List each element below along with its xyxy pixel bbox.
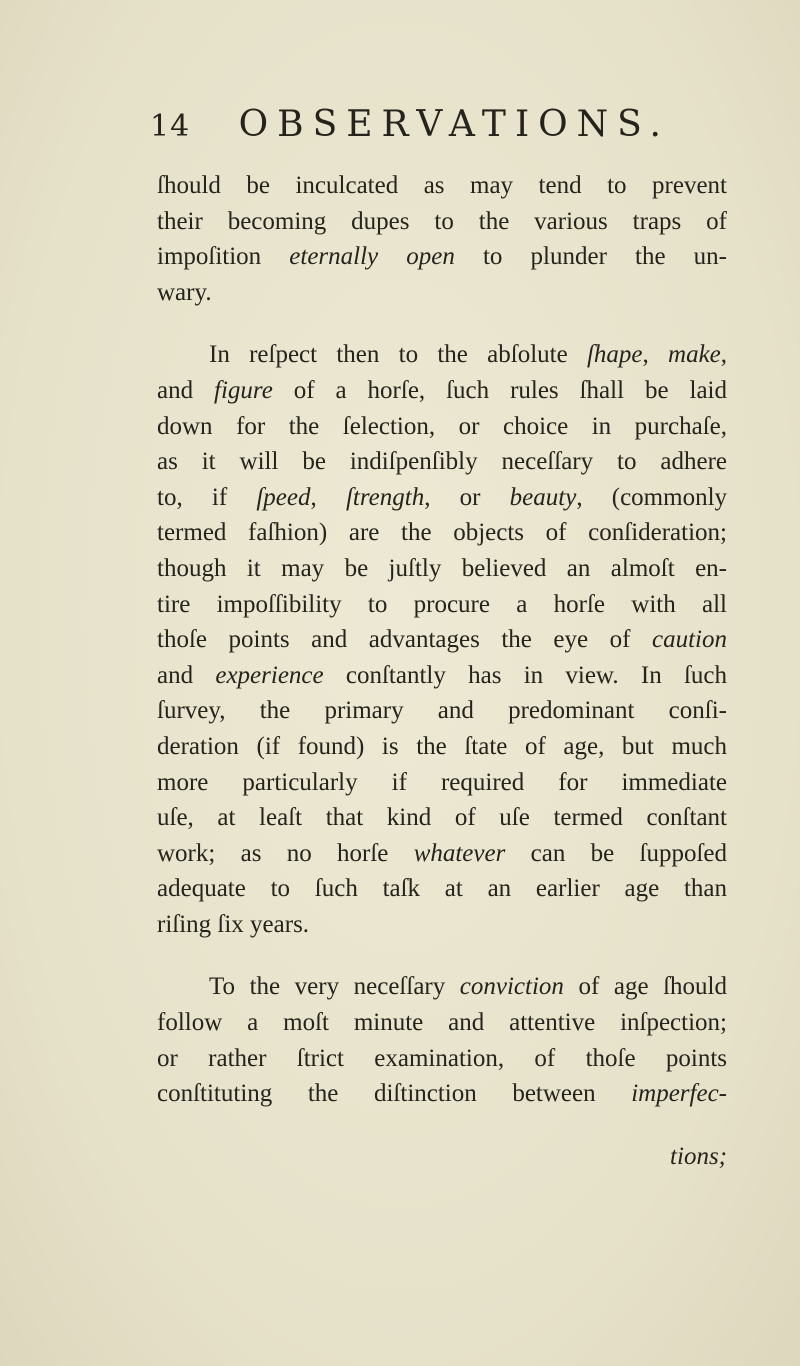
text-line: conſtituting the diſtinction between imperfec- (157, 1080, 727, 1108)
text-line: ſhould be inculcated as may tend to prevent (157, 172, 727, 199)
text-line: or rather ſtrict examination, of thoſe points (157, 1044, 727, 1072)
text-line: impoſition eternally open to plunder the un- (157, 243, 728, 271)
paragraph (157, 969, 727, 1111)
text-line: to, if ſpeed, ſtrength, or beauty, (commonly (157, 483, 728, 511)
text-line: adequate to ſuch taſk at an earlier age than (157, 875, 727, 903)
text-line: follow a moſt minute and attentive inſpection; (157, 1009, 727, 1037)
page-number: 14 (150, 109, 191, 144)
text-line: though it may be juſtly believed an almoſt en- (157, 554, 727, 582)
text-line: down for the ſelection, or choice in purchaſe, (157, 412, 727, 440)
page-header (150, 104, 670, 145)
text-line: wary. (157, 278, 212, 306)
text-line: deration (if found) is the ſtate of age, but much (157, 732, 727, 760)
text-line: ſurvey, the primary and predominant conſi- (157, 697, 727, 725)
body-text (157, 168, 727, 1174)
running-head: OBSERVATIONS. (238, 104, 670, 145)
text-line: To the very neceſſary conviction of age ſhould (209, 973, 727, 1001)
text-line: termed faſhion) are the objects of conſideration; (157, 519, 727, 547)
text-line: In reſpect then to the abſolute ſhape, make, (209, 341, 728, 369)
text-line: their becoming dupes to the various traps of (157, 207, 727, 235)
text-line: uſe, at leaſt that kind of uſe termed conſtant (157, 804, 727, 832)
text-line: more particularly if required for immediate (157, 768, 727, 796)
text-line: riſing ſix years. (157, 910, 310, 938)
text-line: work; as no horſe whatever can be ſuppoſed (157, 839, 727, 867)
text-line: tire impoſſibility to procure a horſe with all (157, 590, 727, 618)
text-line: as it will be indiſpenſibly neceſſary to adhere (157, 448, 727, 476)
paragraph (157, 168, 727, 310)
text-line: and figure of a horſe, ſuch rules ſhall be laid (157, 376, 727, 404)
text-line: thoſe points and advantages the eye of caution (157, 626, 727, 654)
text-line: and experience conſtantly has in view. In ſuch (157, 661, 727, 689)
catchword: tions; (670, 1142, 727, 1170)
paragraph (157, 337, 727, 942)
